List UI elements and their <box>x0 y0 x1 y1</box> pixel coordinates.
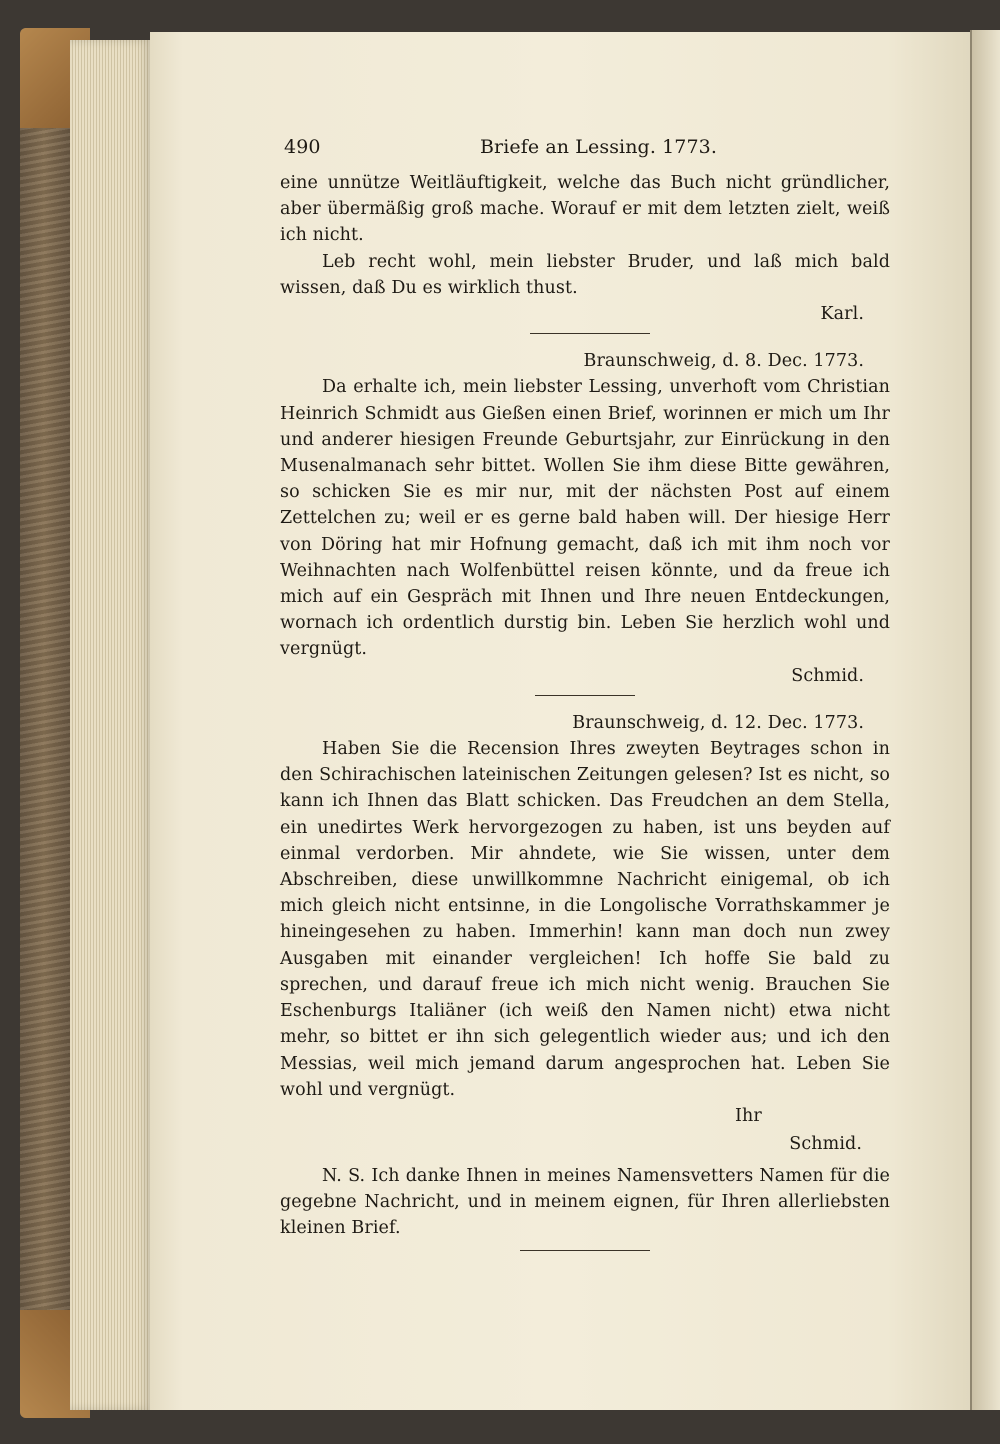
page-edges <box>70 40 152 1410</box>
letter1-closing: Leb recht wohl, mein liebster Bruder, und laß mich bald wissen, daß Du es wirklich thust. <box>280 251 890 298</box>
letter2-body: Da erhalte ich, mein liebster Lessing, unverhoft vom Christian Heinrich Schmidt aus Gießen einen Brief, worinnen er mich um Ihr und anderer hiesigen Freunde Geburtsjahr, zur Einrückung in den Musenalmanach sehr bittet. Wollen Sie ihm diese Bitte gewähren, so schicken Sie es mir nur, mit der nächsten Post auf einem Zettelchen zu; weil er es gerne bald haben will. Der hiesige Herr von Döring hat mir Hofnung gemacht, daß ich mit ihm noch vor Weihnachten nach Wolfenbüttel reisen könnte, und da freue ich mich auf ein Gespräch mit Ihnen und Ihre neuen Entdeckungen, wornach ich ordentlich durstig bin. Leben Sie herzlich wohl und vergnügt. <box>280 377 890 660</box>
postscript: N. S. Ich danke Ihnen in meines Namensvetters Namen für die gegebne Nachricht, und in meinem eignen, für Ihren allerliebsten kleinen Brief. <box>280 1165 890 1239</box>
letter1-text: eine unnütze Weitläuftigkeit, welche das Buch nicht gründlicher, aber übermäßig groß mache. Worauf er mit dem letzten zielt, weiß ich nicht. <box>280 173 890 246</box>
letter3-closing-word: Ihr <box>735 1105 762 1126</box>
letter3-dateline: Braunschweig, d. 12. Dec. 1773. <box>572 712 864 733</box>
divider-3 <box>520 1250 650 1251</box>
page-number: 490 <box>284 136 321 158</box>
page-header <box>280 130 890 170</box>
divider-1 <box>530 333 650 334</box>
letter2-dateline: Braunschweig, d. 8. Dec. 1773. <box>583 351 864 372</box>
letter1-signature: Karl. <box>820 304 864 325</box>
letter3-signature: Schmid. <box>789 1133 862 1154</box>
running-head: Briefe an Lessing. 1773. <box>480 136 717 158</box>
letter3-body: Haben Sie die Recension Ihres zweyten Beytrages schon in den Schirachischen lateinischen Zeitungen gelesen? Ist es nicht, so kann ich Ihnen das Blatt schicken. Das Freudchen an dem Stella, ein unedirtes Werk hervorgezogen zu haben, ist uns beyden auf einmal verdorben. Mir ahndete, wie Sie wissen, unter dem Abschreiben, diese unwillkommne Nachricht einigemal, ob ich mich gleich nicht entsinne, in die Longolische Vorrathskammer je hineingesehen zu haben. Immerhin! kann man doch nun zwey Ausgaben mit einander vergleichen! Ich hoffe Sie bald zu sprechen, und darauf freue ich mich nicht wenig. Brauchen Sie Eschenburgs Italiäner (ich weiß den Namen nicht) etwa nicht mehr, so bittet er ihn sich gelegentlich wieder aus; und ich den Messias, weil mich jemand darum angesprochen hat. Leben Sie wohl und vergnügt. <box>280 739 890 1100</box>
letter3-signature-block <box>280 1103 890 1163</box>
gutter <box>970 30 972 1410</box>
divider-2 <box>535 695 635 696</box>
page-text <box>280 130 890 1265</box>
letter2-signature: Schmid. <box>791 665 864 686</box>
facing-page-edge <box>970 30 1000 1410</box>
